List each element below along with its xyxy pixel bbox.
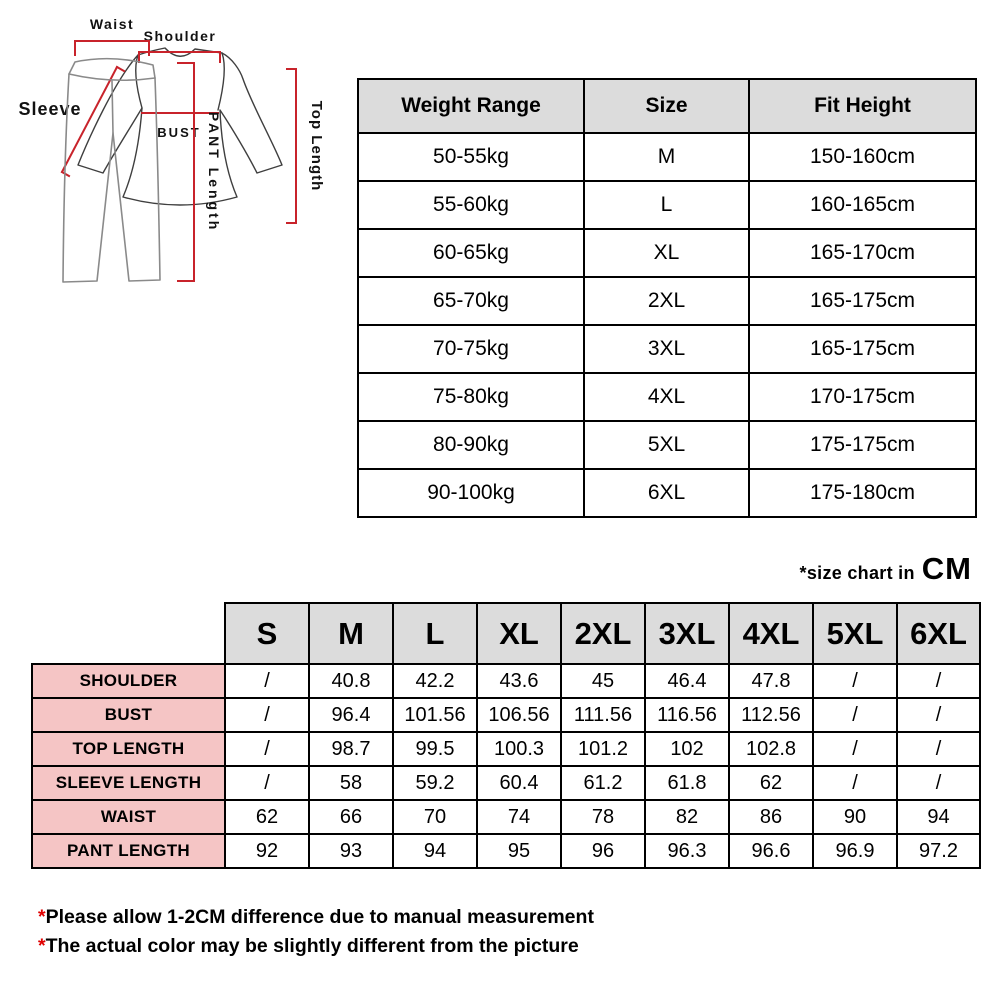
size-column-header: S	[225, 603, 309, 664]
height-cell: 165-170cm	[749, 229, 976, 277]
measurement-cell: 78	[561, 800, 645, 834]
size-column-header: 6XL	[897, 603, 980, 664]
measurement-cell: 101.56	[393, 698, 477, 732]
waist-label: Waist	[89, 16, 135, 32]
pants-crease-line	[112, 81, 113, 133]
measurement-cell: 58	[309, 766, 393, 800]
fit-height-header: Fit Height	[749, 79, 976, 133]
measurement-cell: 45	[561, 664, 645, 698]
disclaimer-line	[38, 932, 594, 961]
size-column-header: M	[309, 603, 393, 664]
weight-cell: 65-70kg	[358, 277, 584, 325]
bust-label: BUST	[157, 125, 201, 140]
table-row	[358, 373, 976, 421]
weight-cell: 50-55kg	[358, 133, 584, 181]
measurement-cell: 59.2	[393, 766, 477, 800]
table-row	[32, 732, 980, 766]
table-row	[358, 181, 976, 229]
measurement-cell: /	[897, 766, 980, 800]
measurement-cell: 95	[477, 834, 561, 868]
measurement-row-label: TOP LENGTH	[32, 732, 225, 766]
measurement-cell: 47.8	[729, 664, 813, 698]
measurement-cell: /	[897, 664, 980, 698]
measurement-cell: 46.4	[645, 664, 729, 698]
table-row	[358, 421, 976, 469]
blank-corner-cell	[32, 603, 225, 664]
measurement-cell: 96.6	[729, 834, 813, 868]
measurement-cell: /	[813, 732, 897, 766]
table-row	[358, 229, 976, 277]
size-column-header: 2XL	[561, 603, 645, 664]
measurement-cell: 116.56	[645, 698, 729, 732]
weight-cell: 90-100kg	[358, 469, 584, 517]
asterisk-marker: *	[38, 906, 46, 928]
pant-length-measure-bracket	[178, 63, 194, 281]
measurement-cell: 102.8	[729, 732, 813, 766]
top-length-label: Top Length	[308, 100, 325, 192]
size-note-unit: CM	[921, 551, 972, 586]
table-row	[32, 800, 980, 834]
size-cell: L	[584, 181, 749, 229]
measurement-cell: 40.8	[309, 664, 393, 698]
weight-cell: 55-60kg	[358, 181, 584, 229]
measurement-cell: 99.5	[393, 732, 477, 766]
measurement-cell: 61.2	[561, 766, 645, 800]
measurement-cell: /	[813, 664, 897, 698]
measurement-cell: 112.56	[729, 698, 813, 732]
measurement-cell: 43.6	[477, 664, 561, 698]
size-cell: 3XL	[584, 325, 749, 373]
measurement-cell: /	[813, 698, 897, 732]
measurement-cell: 96.9	[813, 834, 897, 868]
disclaimer-text: The actual color may be slightly different from the picture	[45, 935, 579, 957]
measurement-cell: 42.2	[393, 664, 477, 698]
measurement-cell: 62	[225, 800, 309, 834]
size-cell: 6XL	[584, 469, 749, 517]
weight-range-header: Weight Range	[358, 79, 584, 133]
table-row	[358, 133, 976, 181]
measurement-size-table	[31, 602, 981, 869]
shoulder-label: Shoulder	[143, 28, 217, 44]
sleeve-label: Sleeve	[18, 99, 82, 119]
measurement-cell: 111.56	[561, 698, 645, 732]
measurement-cell: /	[813, 766, 897, 800]
size-column-header: 5XL	[813, 603, 897, 664]
measurement-cell: /	[897, 698, 980, 732]
measurement-cell: 96	[561, 834, 645, 868]
measurement-cell: 94	[393, 834, 477, 868]
weight-cell: 70-75kg	[358, 325, 584, 373]
measurement-row-label: SLEEVE LENGTH	[32, 766, 225, 800]
disclaimer-line	[38, 903, 594, 932]
size-table-header-row	[32, 603, 980, 664]
top-length-measure-bracket	[287, 69, 296, 223]
measurement-cell: 93	[309, 834, 393, 868]
disclaimer-notes	[38, 903, 594, 961]
measurement-cell: 74	[477, 800, 561, 834]
measurement-cell: 82	[645, 800, 729, 834]
table-row	[32, 698, 980, 732]
height-cell: 150-160cm	[749, 133, 976, 181]
measurement-cell: /	[225, 664, 309, 698]
pant-length-label: PANT Length	[206, 111, 222, 233]
size-column-header: L	[393, 603, 477, 664]
measurement-cell: 98.7	[309, 732, 393, 766]
measurement-row-label: PANT LENGTH	[32, 834, 225, 868]
measurement-cell: 70	[393, 800, 477, 834]
disclaimer-text: Please allow 1-2CM difference due to manual measurement	[45, 906, 594, 928]
measurement-cell: 101.2	[561, 732, 645, 766]
measurement-cell: 92	[225, 834, 309, 868]
size-chart-unit-note	[800, 551, 972, 587]
weight-cell: 60-65kg	[358, 229, 584, 277]
measurement-cell: 62	[729, 766, 813, 800]
size-cell: XL	[584, 229, 749, 277]
size-column-header: 4XL	[729, 603, 813, 664]
height-cell: 170-175cm	[749, 373, 976, 421]
measurement-cell: 100.3	[477, 732, 561, 766]
table-row	[358, 277, 976, 325]
measurement-cell: 96.3	[645, 834, 729, 868]
measurement-cell: 106.56	[477, 698, 561, 732]
size-column-header: XL	[477, 603, 561, 664]
measurement-row-label: WAIST	[32, 800, 225, 834]
table-row	[358, 325, 976, 373]
measurement-cell: 97.2	[897, 834, 980, 868]
asterisk-marker: *	[38, 935, 46, 957]
pants-waistband-line	[69, 74, 155, 80]
measurement-cell: 90	[813, 800, 897, 834]
size-column-header: 3XL	[645, 603, 729, 664]
weight-cell: 80-90kg	[358, 421, 584, 469]
weight-fit-table	[357, 78, 977, 518]
measurement-row-label: BUST	[32, 698, 225, 732]
measurement-cell: /	[225, 732, 309, 766]
measurement-cell: 66	[309, 800, 393, 834]
pants-measure-diagram	[0, 0, 280, 310]
height-cell: 165-175cm	[749, 325, 976, 373]
weight-cell: 75-80kg	[358, 373, 584, 421]
measurement-cell: 94	[897, 800, 980, 834]
size-cell: 5XL	[584, 421, 749, 469]
table-row	[32, 834, 980, 868]
table-row	[32, 766, 980, 800]
table-row	[32, 664, 980, 698]
measurement-cell: 96.4	[309, 698, 393, 732]
height-cell: 175-175cm	[749, 421, 976, 469]
measurement-cell: /	[897, 732, 980, 766]
measurement-cell: 86	[729, 800, 813, 834]
measurement-cell: 102	[645, 732, 729, 766]
measurement-cell: /	[225, 698, 309, 732]
size-header: Size	[584, 79, 749, 133]
weight-table-header-row	[358, 79, 976, 133]
waist-measure-bracket	[75, 41, 149, 55]
measurement-row-label: SHOULDER	[32, 664, 225, 698]
size-cell: 4XL	[584, 373, 749, 421]
table-row	[358, 469, 976, 517]
measurement-cell: /	[225, 766, 309, 800]
size-cell: 2XL	[584, 277, 749, 325]
size-cell: M	[584, 133, 749, 181]
height-cell: 165-175cm	[749, 277, 976, 325]
height-cell: 175-180cm	[749, 469, 976, 517]
size-note-text: *size chart in	[799, 563, 915, 583]
measurement-cell: 61.8	[645, 766, 729, 800]
height-cell: 160-165cm	[749, 181, 976, 229]
measurement-cell: 60.4	[477, 766, 561, 800]
